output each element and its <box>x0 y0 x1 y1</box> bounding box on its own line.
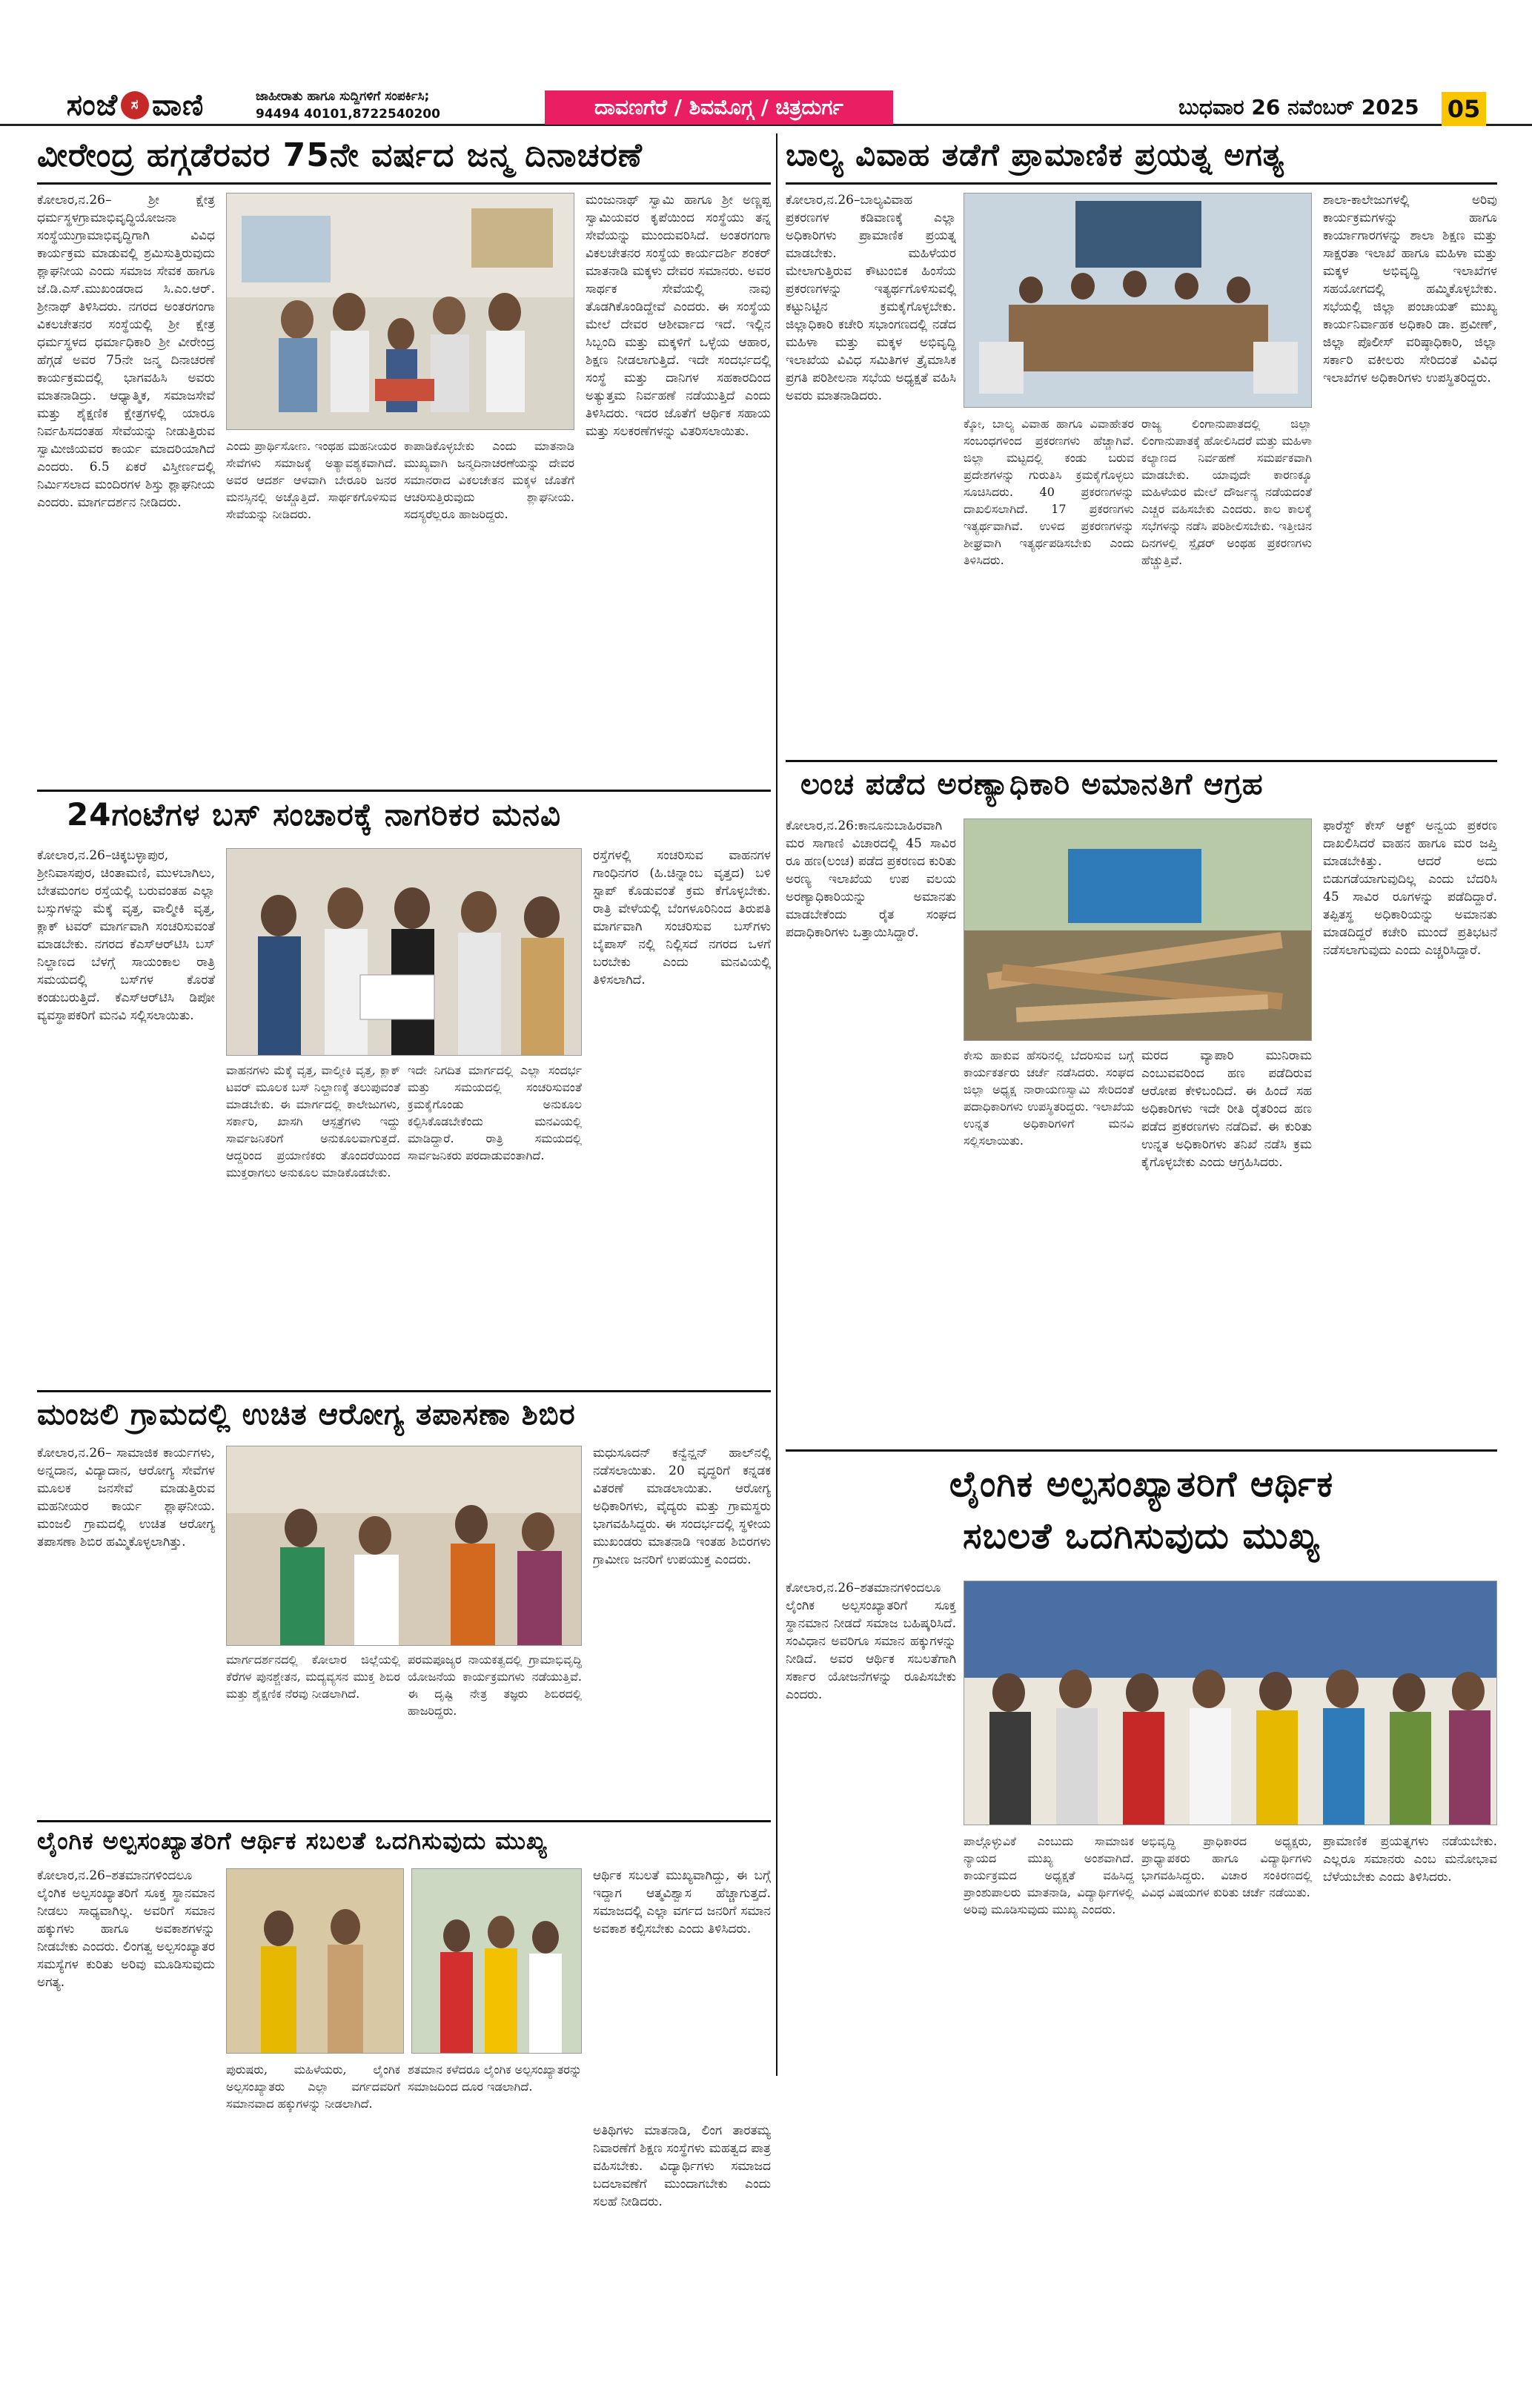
section-divider <box>37 1820 771 1822</box>
issue-date: ಬುಧವಾರ 26 ನವೆಂಬರ್ 2025 <box>1178 95 1419 119</box>
contact-info <box>256 87 440 123</box>
headline-laingika-big-line2: ಸಬಲತೆ ಒದಗಿಸುವುದು ಮುಖ್ಯ <box>962 1515 1320 1557</box>
article-photo-veerendra <box>226 193 574 430</box>
photo-caption-2: ಶತಮಾನ ಕಳೆದರೂ ಲೈಂಗಿಕ ಅಲ್ಪಸಂಖ್ಯಾತರನ್ನು ಸಮಾಜದಿಂದ ದೂರ ಇಡಲಾಗಿದೆ. <box>408 2063 582 2094</box>
article-photo-awareness <box>226 1868 404 2054</box>
photo-caption-2: ಕಾಪಾಡಿಕೊಳ್ಳಬೇಕು ಎಂದು ಮಾತನಾಡಿ ಮುಖ್ಯವಾಗಿ ಜನ್ಮದಿನಾಚರಣೆಯನ್ನು ದೇವರ ಸಮಾನರಾದ ವಿಕಲಚೇತನ ಮಕ್ಕಳ ಜೊತೆಗೆ ಆಚರಿಸುತ್ತಿರುವುದು ಶ್ಲಾಘನೀಯ. ಸದಸ್ಯರೆಲ್ಲರೂ ಹಾಜರಿದ್ದರು. <box>404 439 574 521</box>
photo-awareness-scene-1 <box>227 1869 404 2054</box>
article-photo-health-camp <box>226 1446 582 1646</box>
article-laingika-big <box>786 1455 1497 2389</box>
masthead <box>0 0 1532 126</box>
photo-health-camp-scene <box>227 1446 582 1646</box>
photo-caption: ಪುರುಷರು, ಮಹಿಳೆಯರು, ಲೈಂಗಿಕ ಅಲ್ಪಸಂಖ್ಯಾತರು ಎಲ್ಲಾ ವರ್ಗದವರಿಗೆ ಸಮಾನವಾದ ಹಕ್ಕುಗಳನ್ನು ನೀಡಲಾಗಿದೆ. <box>226 2063 400 2111</box>
headline-balya: ಬಾಲ್ಯ ವಿವಾಹ ತಡೆಗೆ ಪ್ರಾಮಾಣಿಕ ಪ್ರಯತ್ನ ಅಗತ್ಯ <box>786 136 1284 173</box>
photo-seminar-scene <box>964 1581 1497 1825</box>
contact-line-2: 94494 40101,8722540200 <box>256 107 440 122</box>
article-lancha <box>786 765 1497 1447</box>
column-divider <box>776 133 777 2076</box>
photo-caption-2: ಇದೇ ನಿಗದಿತ ಮಾರ್ಗದಲ್ಲಿ ಎಲ್ಲಾ ಸಂದರ್ಭ ಮತ್ತು ಸಮಯದಲ್ಲಿ ಸಂಚರಿಸುವಂತೆ ಕ್ರಮಕೈಗೊಂಡು ಅನುಕೂಲ ಕಲ್ಪಿಸಿಕೊಡಬೇಕೆಂದು ಮನವಿಯಲ್ಲಿ ಮಾಡಿದ್ದಾರೆ. ರಾತ್ರಿ ಸಮಯದಲ್ಲಿ ಸಾರ್ವಜನಿಕರು ಪರದಾಡುವಂತಾಗಿದೆ. <box>408 1063 582 1162</box>
article-column: ಕೋಲಾರ,ನ.26–ಬಾಲ್ಯವಿವಾಹ ಪ್ರಕರಣಗಳ ಕಡಿವಾಣಕ್ಕೆ ಎಲ್ಲಾ ಅಧಿಕಾರಿಗಳು ಪ್ರಾಮಾಣಿಕ ಪ್ರಯತ್ನ ಮಾಡಬೇಕು. ಮಹಿಳೆಯರ ಮೇಲಾಗುತ್ತಿರುವ ಕೌಟುಂಬಿಕ ಹಿಂಸೆಯ ಪ್ರಕರಣಗಳನ್ನು ಇತ್ಯರ್ಥಗೊಳಿಸುವಲ್ಲಿ ಕಟ್ಟುನಿಟ್ಟಿನ ಕ್ರಮಕೈಗೊಳ್ಳಬೇಕು. ಜಿಲ್ಲಾಧಿಕಾರಿ ಕಚೇರಿ ಸಭಾಂಗಣದಲ್ಲಿ ನಡೆದ ಮಹಿಳಾ ಮತ್ತು ಮಕ್ಕಳ ಅಭಿವೃದ್ಧಿ ಇಲಾಖೆಯ ವಿವಿಧ ಸಮಿತಿಗಳ ತ್ರೈಮಾಸಿಕ ಪ್ರಗತಿ ಪರಿಶೀಲನಾ ಸಭೆಯ ಅಧ್ಯಕ್ಷತೆ ವಹಿಸಿ ಅವರು ಮಾತನಾಡಿದರು. <box>786 193 956 403</box>
section-divider <box>37 1390 771 1392</box>
article-column: ಆರ್ಥಿಕ ಸಬಲತೆ ಮುಖ್ಯವಾಗಿದ್ದು, ಈ ಬಗ್ಗೆ ಇದ್ದಾಗ ಆತ್ಮವಿಶ್ವಾಸ ಹೆಚ್ಚಾಗುತ್ತದೆ. ಸಮಾಜದಲ್ಲಿ ಎಲ್ಲಾ ವರ್ಗದ ಜನರಿಗೆ ಸಮಾನ ಅವಕಾಶ ಕಲ್ಪಿಸಬೇಕು ಎಂದು ತಿಳಿಸಿದರು. <box>593 1868 771 1936</box>
article-column: ಶಾಲಾ-ಕಾಲೇಜುಗಳಲ್ಲಿ ಅರಿವು ಕಾರ್ಯಕ್ರಮಗಳನ್ನು ಹಾಗೂ ಕಾರ್ಯಾಗಾರಗಳನ್ನು ಶಾಲಾ ಶಿಕ್ಷಣ ಮತ್ತು ಸಾಕ್ಷರತಾ ಇಲಾಖೆ ಹಾಗೂ ಮಹಿಳಾ ಮತ್ತು ಮಕ್ಕಳ ಅಭಿವೃದ್ಧಿ ಇಲಾಖೆಗಳ ಸಹಯೋಗದಲ್ಲಿ ಹಮ್ಮಿಕೊಳ್ಳಬೇಕು. ಸಭೆಯಲ್ಲಿ ಜಿಲ್ಲಾ ಪಂಚಾಯತ್ ಮುಖ್ಯ ಕಾರ್ಯನಿರ್ವಾಹಕ ಅಧಿಕಾರಿ ಡಾ. ಪ್ರವೀಣ್, ಜಿಲ್ಲಾ ಪೊಲೀಸ್ ವರಿಷ್ಠಾಧಿಕಾರಿ, ಜಿಲ್ಲಾ ಸರ್ಕಾರಿ ವಕೀಲರು ಸೇರಿದಂತೆ ವಿವಿಧ ಇಲಾಖೆಗಳ ಅಧಿಕಾರಿಗಳು ಉಪಸ್ಥಿತರಿದ್ದರು. <box>1323 193 1497 386</box>
article-column: ರಸ್ತೆಗಳಲ್ಲಿ ಸಂಚರಿಸುವ ವಾಹನಗಳ ಗಾಂಧಿನಗರ (ಹಿ.ಚಿನ್ನಾಂಬ ವೃತ್ತದ) ಬಳಿ ಸ್ಟಾಪ್ ಕೊಡುವಂತೆ ಕ್ರಮ ಕೆಗೊಳ್ಳಬೇಕು. ರಾತ್ರಿ ವೇಳೆಯಲ್ಲಿ ಬೆಂಗಳೂರಿನಿಂದ ತಿರುಪತಿ ಮಾರ್ಗವಾಗಿ ಸಂಚರಿಸುವ ಬಸ್‌ಗಳು ಬೈಪಾಸ್ ನಲ್ಲಿ ನಿಲ್ಲಿಸದೆ ನಗರದ ಒಳಗೆ ಬರಬೇಕು ಎಂದು ಮನವಿಯಲ್ಲಿ ತಿಳಿಸಲಾಗಿದೆ. <box>593 848 771 988</box>
photo-timber-scene <box>964 819 1312 1041</box>
article-laingika-small <box>37 1825 771 2389</box>
photo-caption: ವಾಹನಗಳು ಮೆಕ್ಕೆ ವೃತ್ತ, ವಾಲ್ಮೀಕಿ ವೃತ್ತ, ಕ್ಲಾಕ್ ಟವರ್ ಮೂಲಕ ಬಸ್ ನಿಲ್ದಾಣಕ್ಕೆ ತಲುಪುವಂತೆ ಮಾಡಬೇಕು. ಈ ಮಾರ್ಗದಲ್ಲಿ ಕಾಲೇಜುಗಳು, ಸರ್ಕಾರಿ, ಖಾಸಗಿ ಆಸ್ಪತ್ರೆಗಳು ಇದ್ದು ಸಾರ್ವಜನಿಕರಿಗೆ ಅನುಕೂಲವಾಗುತ್ತದೆ. ಆದ್ದರಿಂದ ಪ್ರಯಾಣಿಕರು ತೊಂದರೆಯಿಂದ ಮುಕ್ತರಾಗಲು ಅನುಕೂಲ ಮಾಡಿಕೊಡಬೇಕು. <box>226 1063 400 1180</box>
section-divider <box>786 1449 1497 1452</box>
region-banner: ದಾವಣಗೆರೆ / ಶಿವಮೊಗ್ಗ / ಚಿತ್ರದುರ್ಗ <box>545 90 893 125</box>
headline-lancha: ಲಂಚ ಪಡೆದ ಅರಣ್ಯಾಧಿಕಾರಿ ಅಮಾನತಿಗೆ ಆಗ್ರಹ <box>800 767 1264 801</box>
photo-veerendra-scene <box>227 194 574 430</box>
logo-text-left: ಸಂಜೆ <box>66 88 119 122</box>
headline-laingika-big-line1: ಲೈಂಗಿಕ ಅಲ್ಪಸಂಖ್ಯಾತರಿಗೆ ಆರ್ಥಿಕ <box>949 1463 1334 1505</box>
article-column: ಪಾಲ್ಗೊಳ್ಳುವಿಕೆ ಎಂಬುದು ಸಾಮಾಜಿಕ ನ್ಯಾಯದ ಮುಖ್ಯ ಅಂಶವಾಗಿದೆ. ಕಾರ್ಯಕ್ರಮದ ಅಧ್ಯಕ್ಷತೆ ವಹಿಸಿದ್ದ ಪ್ರಾಂಶುಪಾಲರು ಮಾತನಾಡಿ, ವಿದ್ಯಾರ್ಥಿಗಳಲ್ಲಿ ಅರಿವು ಮೂಡಿಸುವುದು ಮುಖ್ಯ ಎಂದರು. <box>964 1834 1134 1916</box>
article-photo-awareness-2 <box>411 1868 582 2054</box>
headline-underline <box>37 182 771 185</box>
article-photo-bus <box>226 848 582 1056</box>
page-number: 05 <box>1442 92 1486 126</box>
article-column: ಕೋಲಾರ,ನ.26–ಚಿಕ್ಕಬಳ್ಳಾಪುರ, ಶ್ರೀನಿವಾಸಪುರ, ಚಿಂತಾಮಣಿ, ಮುಳಬಾಗಿಲು, ಬೇತಮಂಗಲ ರಸ್ತೆಯಲ್ಲಿ ಬರುವಂತಹ ಎಲ್ಲಾ ಬಸ್ಸುಗಳನ್ನು ಮೆಕ್ಕೆ ವೃತ್ತ, ವಾಲ್ಮೀಕಿ ವೃತ್ತ, ಕ್ಲಾಕ್ ಟವರ್ ಮಾರ್ಗವಾಗಿ ಸಂಚರಿಸುವಂತೆ ಮಾಡಬೇಕು. ನಗರದ ಕೆಎಸ್ಆರ್‌ಟಿಸಿ ಬಸ್ ನಿಲ್ದಾಣದ ಬೆಳಗ್ಗೆ ಸಾಯಂಕಾಲ ರಾತ್ರಿ ಸಮಯದಲ್ಲಿ ಬಸ್‌ಗಳ ಕೊರತೆ ಕಂಡುಬರುತ್ತಿದೆ. ಕೆಎಸ್ಆರ್‌ಟಿಸಿ ಡಿಪೋ ವ್ಯವಸ್ಥಾಪಕರಿಗೆ ಮನವಿ ಸಲ್ಲಿಸಲಾಯಿತು. <box>37 848 215 1023</box>
photo-caption: ಕೇಸು ಹಾಕುವ ಹೆಸರಿನಲ್ಲಿ ಬೆದರಿಸುವ ಬಗ್ಗೆ ಕಾರ್ಯಕರ್ತರು ಚರ್ಚೆ ನಡೆಸಿದರು. ಸಂಘದ ಜಿಲ್ಲಾ ಅಧ್ಯಕ್ಷ ನಾರಾಯಣಸ್ವಾಮಿ ಸೇರಿದಂತೆ ಪದಾಧಿಕಾರಿಗಳು ಉಪಸ್ಥಿತರಿದ್ದರು. ಇಲಾಖೆಯ ಉನ್ನತ ಅಧಿಕಾರಿಗಳಿಗೆ ಮನವಿ ಸಲ್ಲಿಸಲಾಯಿತು. <box>964 1048 1134 1148</box>
article-column: ರಾಜ್ಯ ಲಿಂಗಾನುಪಾತದಲ್ಲಿ ಜಿಲ್ಲಾ ಲಿಂಗಾನುಪಾತಕ್ಕೆ ಹೋಲಿಸಿದರೆ ಮತ್ತು ಮಹಿಳಾ ಕಲ್ಯಾಣದ ನಿರ್ವಹಣೆ ಸಮರ್ಪಕವಾಗಿ ಮಾಡಬೇಕು. ಯಾವುದೇ ಕಾರಣಕ್ಕೂ ಮಹಿಳೆಯರ ಮೇಲೆ ದೌರ್ಜನ್ಯ ನಡೆಯದಂತೆ ಎಚ್ಚರ ವಹಿಸಬೇಕು ಎಂದರು. ಕಾಲ ಕಾಲಕ್ಕೆ ಸಭೆಗಳನ್ನು ನಡೆಸಿ ಪರಿಶೀಲಿಸಬೇಕು. ಇತ್ತೀಚಿನ ದಿನಗಳಲ್ಲಿ ಸ್ಪೈಡರ್ ಅಂಥಹ ಪ್ರಕರಣಗಳು ಹೆಚ್ಚುತ್ತಿವೆ. <box>1141 417 1312 567</box>
article-column: ಅಭಿವೃದ್ಧಿ ಪ್ರಾಧಿಕಾರದ ಅಧ್ಯಕ್ಷರು, ಪ್ರಾಧ್ಯಾಪಕರು ಹಾಗೂ ವಿದ್ಯಾರ್ಥಿಗಳು ಭಾಗವಹಿಸಿದ್ದರು. ವಿಚಾರ ಸಂಕಿರಣದಲ್ಲಿ ವಿವಿಧ ವಿಷಯಗಳ ಕುರಿತು ಚರ್ಚೆ ನಡೆಯಿತು. <box>1141 1834 1312 1899</box>
article-column: ಕೋಲಾರ,ನ.26:ಕಾನೂನುಬಾಹಿರವಾಗಿ ಮರ ಸಾಗಾಣಿ ವಿಚಾರದಲ್ಲಿ 45 ಸಾವಿರ ರೂ ಹಣ(ಲಂಚ) ಪಡೆದ ಪ್ರಕರಣದ ಕುರಿತು ಅರಣ್ಯ ಇಲಾಖೆಯ ಉಪ ವಲಯ ಅರಣ್ಯಾಧಿಕಾರಿಯನ್ನು ಅಮಾನತು ಮಾಡಬೇಕೆಂದು ರೈತ ಸಂಘದ ಪದಾಧಿಕಾರಿಗಳು ಒತ್ತಾಯಿಸಿದ್ದಾರೆ. <box>786 818 956 940</box>
logo-text-right: ವಾಣಿ <box>152 88 205 122</box>
article-column: ಕೋಲಾರ,ನ.26–ಶತಮಾನಗಳಿಂದಲೂ ಲೈಂಗಿಕ ಅಲ್ಪಸಂಖ್ಯಾತರಿಗೆ ಸೂಕ್ತ ಸ್ಥಾನಮಾನ ನೀಡದೆ ಸಮಾಜ ಬಹಿಷ್ಕರಿಸಿದೆ. ಸಂವಿಧಾನ ಅವರಿಗೂ ಸಮಾನ ಹಕ್ಕುಗಳನ್ನು ನೀಡಿದೆ. ಅವರ ಆರ್ಥಿಕ ಸಬಲತೆಗಾಗಿ ಸರ್ಕಾರ ಯೋಜನೆಗಳನ್ನು ರೂಪಿಸಬೇಕು ಎಂದರು. <box>786 1581 956 1702</box>
article-column: ಕೋಲಾರ,ನ.26– ಶ್ರೀ ಕ್ಷೇತ್ರ ಧರ್ಮಸ್ಥಳಗ್ರಾಮಾಭಿವೃದ್ಧಿಯೋಜನಾ ಸಂಸ್ಥೆಯುಗ್ರಾಮಾಭಿವೃದ್ಧಿಗಾಗಿ ವಿವಿಧ ಕಾರ್ಯಕ್ರಮ ಮಾಡುವಲ್ಲಿ ಶ್ರಮಿಸುತ್ತಿರುವುದು ಶ್ಲಾಘನೀಯ ಎಂದು ಸಮಾಜ ಸೇವಕ ಹಾಗೂ ಜೆ.ಡಿ.ಎಸ್.ಮುಖಂಡರಾದ ಸಿ.ಎಂ.ಆರ್. ಶ್ರೀನಾಥ್ ತಿಳಿಸಿದರು. ನಗರದ ಅಂತರಗಂಗಾ ವಿಕಲಚೇತನರ ಸಂಸ್ಥೆಯಲ್ಲಿ ಶ್ರೀ ಕ್ಷೇತ್ರ ಧರ್ಮಸ್ಥಳದ ಧರ್ಮಾಧಿಕಾರಿ ಶ್ರೀ ವೀರೇಂದ್ರ ಹೆಗ್ಗಡೆ ಅವರ 75ನೇ ಜನ್ಮ ದಿನಾಚರಣೆ ಕಾರ್ಯಕ್ರಮದಲ್ಲಿ ಭಾಗವಹಿಸಿ ಅವರು ಮಾತನಾಡಿದ್ರು. ಆಧ್ಯಾತ್ಮಿಕ, ಸಮಾಜಸೇವೆ ಮತ್ತು ಶೈಕ್ಷಣಿಕ ಕ್ಷೇತ್ರಗಳಲ್ಲಿ ಯಾರೂ ನಿರ್ವಹಿಸದಂತಹ ಸೇವೆಯನ್ನು ನೀಡುತ್ತಿರುವ ಸ್ವಾಮೀಜಿಯವರ ಕಾರ್ಯ ಮಾದರಿಯಾಗಿದೆ ಎಂದರು. 6.5 ಏಕರೆ ವಿಸ್ತೀರ್ಣದಲ್ಲಿ ನಿರ್ಮಿಸಲಾದ ಮಂದಿರಗಳ ಶಿಸ್ತು ಶ್ಲಾಘನೀಯ ಎಂದರು. ಮಾರ್ಗದರ್ಶನ ನೀಡಿದರು. <box>37 193 215 510</box>
section-divider <box>37 790 771 792</box>
article-column: ಕೋಲಾರ,ನ.26– ಸಾಮಾಜಿಕ ಕಾರ್ಯಗಳು, ಅನ್ನದಾನ, ವಿದ್ಯಾದಾನ, ಆರೋಗ್ಯ ಸೇವೆಗಳ ಮೂಲಕ ಜನಸೇವೆ ಮಾಡುತ್ತಿರುವ ಮಹನೀಯರ ಕಾರ್ಯ ಶ್ಲಾಘನೀಯ. ಮಂಜಲಿ ಗ್ರಾಮದಲ್ಲಿ ಉಚಿತ ಆರೋಗ್ಯ ತಪಾಸಣಾ ಶಿಬಿರ ಹಮ್ಮಿಕೊಳ್ಳಲಾಗಿತ್ತು. <box>37 1446 215 1549</box>
article-photo-timber <box>964 818 1312 1041</box>
article-veerendra <box>37 133 771 786</box>
article-column: ಕೋಲಾರ,ನ.26–ಶತಮಾನಗಳಿಂದಲೂ ಲೈಂಗಿಕ ಅಲ್ಪಸಂಖ್ಯಾತರಿಗೆ ಸೂಕ್ತ ಸ್ಥಾನಮಾನ ನೀಡಲು ಸಾಧ್ಯವಾಗಿಲ್ಲ. ಅವರಿಗೆ ಸಮಾನ ಹಕ್ಕುಗಳು ಹಾಗೂ ಅವಕಾಶಗಳನ್ನು ನೀಡಬೇಕು ಎಂದರು. ಲಿಂಗತ್ವ ಅಲ್ಪಸಂಖ್ಯಾತರ ಸಮಸ್ಯೆಗಳ ಕುರಿತು ಅರಿವು ಮೂಡಿಸುವುದು ಅಗತ್ಯ. <box>37 1868 215 1990</box>
article-column: ಅತಿಥಿಗಳು ಮಾತನಾಡಿ, ಲಿಂಗ ತಾರತಮ್ಯ ನಿವಾರಣೆಗೆ ಶಿಕ್ಷಣ ಸಂಸ್ಥೆಗಳು ಮಹತ್ವದ ಪಾತ್ರ ವಹಿಸಬೇಕು. ವಿದ್ಯಾರ್ಥಿಗಳು ಸಮಾಜದ ಬದಲಾವಣೆಗೆ ಮುಂದಾಗಬೇಕು ಎಂದು ಸಲಹೆ ನೀಡಿದರು. <box>593 2123 771 2209</box>
article-column: ಪ್ರಾಮಾಣಿಕ ಪ್ರಯತ್ನಗಳು ನಡೆಯಬೇಕು. ಎಲ್ಲರೂ ಸಮಾನರು ಎಂಬ ಮನೋಭಾವ ಬೆಳೆಯಬೇಕು ಎಂದು ತಿಳಿಸಿದರು. <box>1323 1834 1497 1885</box>
article-bus <box>37 795 771 1388</box>
article-column: ಮಧುಸೂದನ್ ಕನ್ವೆನ್ಷನ್ ಹಾಲ್‌ನಲ್ಲಿ ನಡೆಸಲಾಯಿತು. 20 ವೃದ್ಧರಿಗೆ ಕನ್ನಡಕ ವಿತರಣೆ ಮಾಡಲಾಯಿತು. ಆರೋಗ್ಯ ಅಧಿಕಾರಿಗಳು, ವೈದ್ಯರು ಮತ್ತು ಗ್ರಾಮಸ್ಥರು ಭಾಗವಹಿಸಿದ್ದರು. ಈ ಸಂದರ್ಭದಲ್ಲಿ ಸ್ಥಳೀಯ ಮುಖಂಡರು ಮಾತನಾಡಿ ಇಂತಹ ಶಿಬಿರಗಳು ಗ್ರಾಮೀಣ ಜನರಿಗೆ ಉಪಯುಕ್ತ ಎಂದರು. <box>593 1446 771 1567</box>
headline-laingika-small: ಲೈಂಗಿಕ ಅಲ್ಪಸಂಖ್ಯಾತರಿಗೆ ಆರ್ಥಿಕ ಸಬಲತೆ ಒದಗಿಸುವುದು ಮುಖ್ಯ <box>37 1827 548 1855</box>
logo-mark-icon: ಸ <box>121 91 149 119</box>
headline-veerendra: ವೀರೇಂದ್ರ ಹಗ್ಗಡೆರವರ 75ನೇ ವರ್ಷದ ಜನ್ಮ ದಿನಾಚರಣೆ <box>37 136 643 174</box>
newspaper-logo <box>41 86 230 125</box>
photo-caption-2: ಪರಮಪೂಜ್ಯರ ನಾಯಕತ್ವದಲ್ಲಿ ಗ್ರಾಮಾಭಿವೃದ್ಧಿ ಯೋಜನೆಯ ಕಾರ್ಯಕ್ರಮಗಳು ನಡೆಯುತ್ತಿವೆ. ಈ ದೃಷ್ಟಿ ನೇತ್ರ ತಜ್ಞರು ಶಿಬಿರದಲ್ಲಿ ಹಾಜರಿದ್ದರು. <box>408 1653 582 1718</box>
headline-underline <box>786 182 1497 185</box>
contact-line-1: ಜಾಹೀರಾತು ಹಾಗೂ ಸುದ್ದಿಗಳಿಗೆ ಸಂಪರ್ಕಿಸಿ; <box>256 89 430 104</box>
article-photo-seminar <box>964 1581 1497 1825</box>
article-photo-meeting <box>964 193 1312 408</box>
section-divider <box>786 760 1497 762</box>
article-column: ಕ್ಕೋ, ಬಾಲ್ಯ ವಿವಾಹ ಹಾಗೂ ವಿವಾಹೇತರ ಸಂಬಂಧಗಳಿಂದ ಪ್ರಕರಣಗಳು ಹೆಚ್ಚಾಗಿವೆ. ಜಿಲ್ಲಾ ಮಟ್ಟದಲ್ಲಿ ಕಂಡು ಬರುವ ಪ್ರದೇಶಗಳನ್ನು ಗುರುತಿಸಿ ಕ್ರಮಕೈಗೊಳ್ಳಲು ಸೂಚಿಸಿದರು. 40 ಪ್ರಕರಣಗಳನ್ನು ದಾಖಲಿಸಲಾಗಿದೆ. 17 ಪ್ರಕರಣಗಳು ಇತ್ಯರ್ಥವಾಗಿವೆ. ಉಳಿದ ಪ್ರಕರಣಗಳನ್ನು ಶೀಘ್ರವಾಗಿ ಇತ್ಯರ್ಥಪಡಿಸಬೇಕು ಎಂದು ತಿಳಿಸಿದರು. <box>964 417 1134 567</box>
article-column: ಫಾರೆಸ್ಟ್ ಕೇಸ್ ಆಕ್ಟ್ ಅನ್ವಯ ಪ್ರಕರಣ ದಾಖಲಿಸಿದರೆ ವಾಹನ ಹಾಗೂ ಮರ ಜಪ್ತಿ ಮಾಡಬೇಕಿತ್ತು. ಆದರೆ ಅದು ಬಿಡುಗಡೆಯಾಗುವುದಿಲ್ಲ ಎಂದು ಬೆದರಿಸಿ 45 ಸಾವಿರ ರೂಗಳನ್ನು ಪಡೆದಿದ್ದಾರೆ. ತಪ್ಪಿತಸ್ಥ ಅಧಿಕಾರಿಯನ್ನು ಅಮಾನತು ಮಾಡದಿದ್ದರೆ ಕಚೇರಿ ಮುಂದೆ ಪ್ರತಿಭಟನೆ ನಡೆಸಲಾಗುವುದು ಎಂದು ಎಚ್ಚರಿಸಿದ್ದಾರೆ. <box>1323 818 1497 958</box>
article-arogya <box>37 1395 771 1818</box>
photo-meeting-scene <box>964 194 1312 408</box>
photo-awareness-scene-2 <box>412 1869 582 2054</box>
headline-bus: 24ಗಂಟೆಗಳ ಬಸ್ ಸಂಚಾರಕ್ಕೆ ನಾಗರಿಕರ ಮನವಿ <box>67 796 562 833</box>
article-column: ಮರದ ವ್ಯಾಪಾರಿ ಮುನಿರಾಮ ಎಂಬುವವರಿಂದ ಹಣ ಪಡೆದಿರುವ ಆರೋಪ ಕೇಳಿಬಂದಿದೆ. ಈ ಹಿಂದೆ ಸಹ ಅಧಿಕಾರಿಗಳು ಇದೇ ರೀತಿ ರೈತರಿಂದ ಹಣ ಪಡೆದ ಪ್ರಕರಣಗಳು ನಡೆದಿವೆ. ಈ ಕುರಿತು ಉನ್ನತ ಅಧಿಕಾರಿಗಳು ತನಿಖೆ ನಡೆಸಿ ಕ್ರಮ ಕೈಗೊಳ್ಳಬೇಕು ಎಂದು ಆಗ್ರಹಿಸಿದರು. <box>1141 1048 1312 1170</box>
article-column: ಮಂಜುನಾಥ್ ಸ್ವಾಮಿ ಹಾಗೂ ಶ್ರೀ ಅಣ್ಣಪ್ಪ ಸ್ವಾಮಿಯವರ ಕೃಪೆಯಿಂದ ಸಂಸ್ಥೆಯು ತನ್ನ ಸೇವೆಯನ್ನು ಮುಂದುವರಿಸಿದೆ. ಅಂತರಗಂಗಾ ವಿಕಲಚೇತನರ ಸಂಸ್ಥೆಯ ಕಾರ್ಯದರ್ಶಿ ಶಂಕರ್ ಮಾತನಾಡಿ ಮಕ್ಕಳು ದೇವರ ಸಮಾನರು. ಅವರ ಸಾರ್ಥಕ ಸೇವೆಯಲ್ಲಿ ನಾವು ತೊಡಗಿಕೊಂಡಿದ್ದೇವೆ ಎಂದರು. ಈ ಸಂಸ್ಥೆಯ ಮೇಲೆ ದೇವರ ಆಶೀರ್ವಾದ ಇದೆ. ಇಲ್ಲಿನ ಸಿಬ್ಬಂದಿ ಮತ್ತು ಮಕ್ಕಳಿಗೆ ಒಳ್ಳೆಯ ಆಹಾರ, ಶಿಕ್ಷಣ ನೀಡಲಾಗುತ್ತಿದೆ. ಇದೇ ಸಂದರ್ಭದಲ್ಲಿ ಸಂಸ್ಥೆ ಮತ್ತು ದಾನಿಗಳ ಸಹಕಾರದಿಂದ ಅತ್ಯುತ್ತಮ ನಿರ್ವಹಣೆ ನಡೆಯುತ್ತಿದೆ ಎಂದು ತಿಳಿಸಿದರು. ಇದರ ಜೊತೆಗೆ ಆರ್ಥಿಕ ಸಹಾಯ ಮತ್ತು ಸಲಕರಣೆಗಳನ್ನು ವಿತರಿಸಲಾಯಿತು. <box>586 193 771 439</box>
headline-arogya: ಮಂಜಲಿ ಗ್ರಾಮದಲ್ಲಿ ಉಚಿತ ಆರೋಗ್ಯ ತಪಾಸಣಾ ಶಿಬಿರ <box>37 1398 576 1432</box>
photo-bus-scene <box>227 849 582 1056</box>
photo-caption: ಮಾರ್ಗದರ್ಶನದಲ್ಲಿ ಕೋಲಾರ ಜಿಲ್ಲೆಯಲ್ಲಿ ಕೆರೆಗಳ ಪುನಶ್ಚೇತನ, ಮದ್ಯವ್ಯಸನ ಮುಕ್ತ ಶಿಬಿರ ಮತ್ತು ಶೈಕ್ಷಣಿಕ ನೆರವು ನೀಡಲಾಗಿದೆ. <box>226 1653 400 1701</box>
photo-caption: ಎಂದು ಪ್ರಾರ್ಥಿಸೋಣ. ಇಂಥಹ ಮಹನೀಯರ ಸೇವೆಗಳು ಸಮಾಜಕ್ಕೆ ಅತ್ಯಾವಶ್ಯಕವಾಗಿದೆ. ಅವರ ಆದರ್ಶ ಆಳವಾಗಿ ಬೇರೂರಿ ಜನರ ಮನಸ್ಸಿನಲ್ಲಿ ಅಚ್ಚೊತ್ತಿದೆ. ಸಾರ್ಥಕಗೊಳಿಸುವ ಸೇವೆಯನ್ನು ನೀಡಿದರು. <box>226 439 397 521</box>
article-balya-vivaha <box>786 133 1497 786</box>
